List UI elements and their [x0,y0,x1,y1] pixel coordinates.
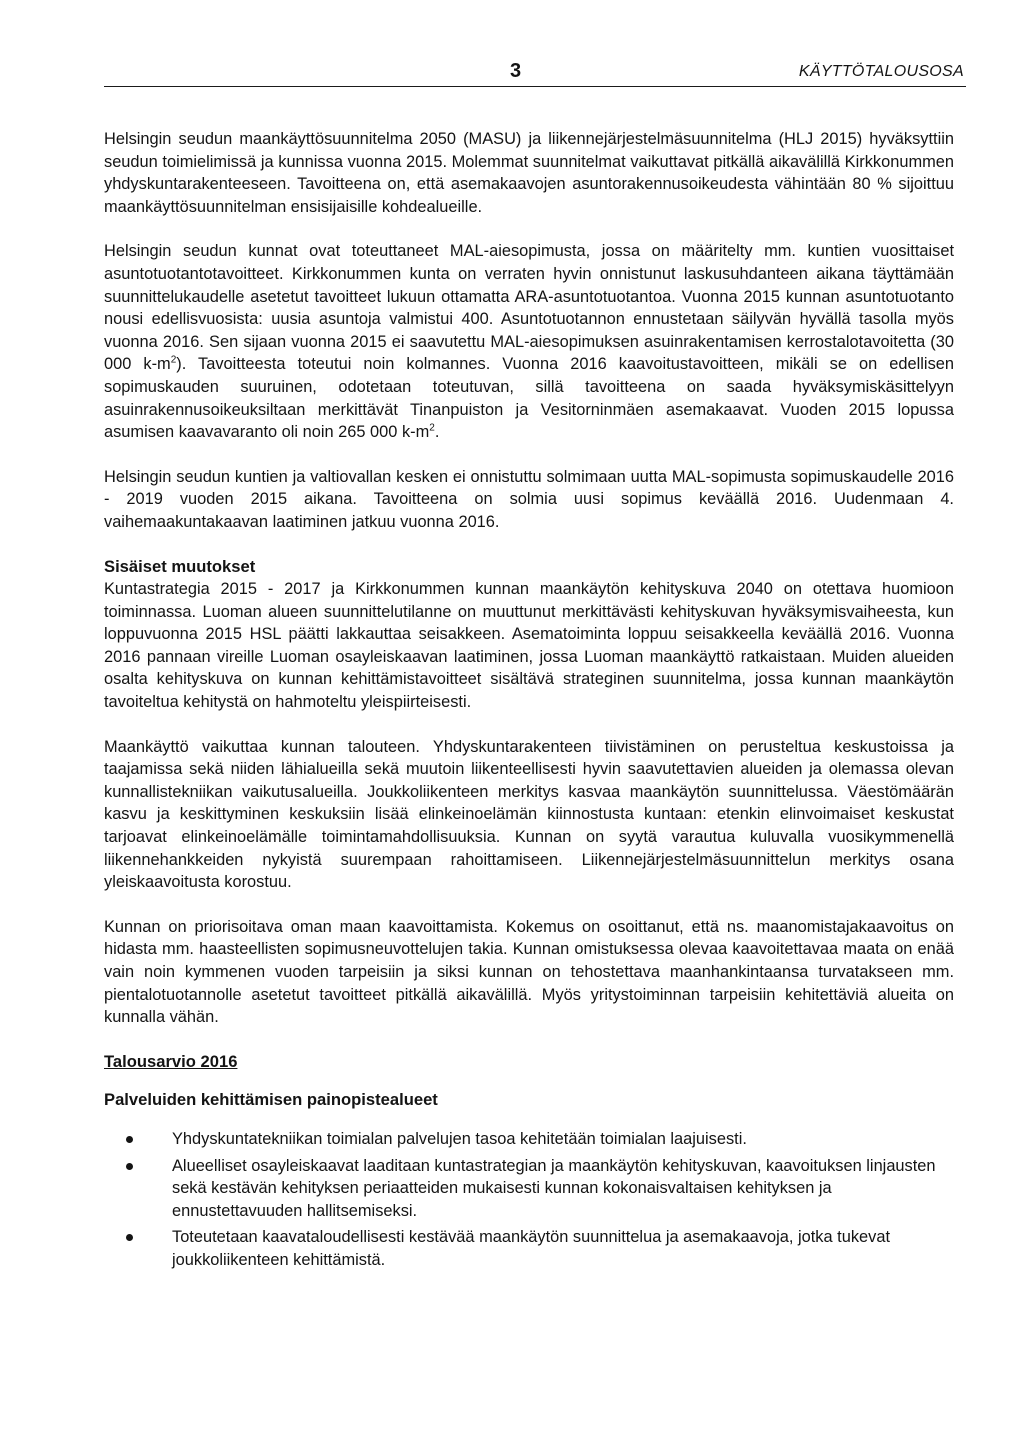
bullet-icon [126,1234,133,1241]
paragraph-mal-text-2: ). Tavoitteesta toteutui noin kolmannes. Vuonna 2016 kaavoitustavoitteen, mikäli se on edellisen sopimuskauden suuruinen, odotetaan toteutuvan, sillä tavoitteena on saada hyväksymiskäsittelyyn asuinrakennusoikeuksiltaan merkittävät Tinanpuiston ja Vesitorninmäen asemakaavat. Vuoden 2015 lopussa asumisen kaavavaranto oli noin 265 000 k-m [104,355,954,442]
list-item-text: Toteutetaan kaavataloudellisesti kestävää maankäytön suunnittelua ja asemakaavoja, jotka tukevat joukkoliikenteen kehittämistä. [172,1228,890,1269]
paragraph-mal-agreement: Helsingin seudun kuntien ja valtiovallan kesken ei onnistuttu solmimaan uutta MAL-sopimusta sopimuskaudelle 2016 - 2019 vuoden 2015 aikana. Tavoitteena on solmia uusi sopimus keväällä 2016. Uudenmaan 4. vaihemaakuntakaavan laatiminen jatkuu vuonna 2016. [104,467,954,531]
section-title: KÄYTTÖTALOUSOSA [798,63,964,80]
paragraph-land-use-economy: Maankäyttö vaikuttaa kunnan talouteen. Yhdyskuntarakenteen tiivistäminen on perusteltua keskustoissa ja taajamissa sekä niiden lähialueilla sekä muutoin liikenteellisesti hyvin saavutettavien alueiden ja olemassa olevan kunnallistekniikan vaikutusalueilla. Joukkoliikenteen merkitys kasvaa maankäytön suunnittelussa. Väestömäärän kasvu ja keskittyminen keskuksiin lisää elinkeinoelämän kiinnostusta kuntaan: etenkin elinvoimaiset keskustat tarjoavat elinkeinoelämälle toimintamahdollisuuksia. Kunnan on syytä varautua kuluvalla vuosikymmenellä liikennehankkeiden nykyistä suurempaan rahoittamiseen. Liikennejärjestelmäsuunnittelun merkitys osana yleiskaavoitusta korostuu. [104,737,954,892]
page-number: 3 [510,60,522,82]
list-item [104,1155,954,1223]
document-body [104,128,954,1276]
heading-service-focus-areas: Palveluiden kehittämisen painopistealueet [104,1090,438,1110]
list-item-text: Yhdyskuntatekniikan toimialan palvelujen tasoa kehitetään toimialan laajuisesti. [172,1129,747,1148]
heading-budget-2016: Talousarvio 2016 [104,1051,238,1071]
list-item [104,1226,954,1271]
paragraph-strategy: Kuntastrategia 2015 - 2017 ja Kirkkonummen kunnan maankäytön kehityskuva 2040 on otettava huomioon toiminnassa. Luoman alueen suunnittelutilanne on muuttunut merkittävästi kehityskuvan hyväksymisvaiheesta, kun loppuvuonna 2015 HSL päätti lakkauttaa seisakkeen. Asematoiminta loppuu seisakkeella keväällä 2016. Vuonna 2016 pannaan vireille Luoman osayleiskaavan laatiminen, jossa Luoman maankäyttö ratkaistaan. Muiden alueiden osalta kehityskuva on kunnan kehittämistavoitteet sisältävä strateginen suunnitelma, jossa kunnan maankäytön tavoiteltua kehitystä on hahmoteltu yleispiirteisesti. [104,580,954,712]
bullet-icon [126,1163,133,1170]
superscript: 2 [170,354,177,366]
paragraph-land-priority: Kunnan on priorisoitava oman maan kaavoittamista. Kokemus on osoittanut, että ns. maanomistajakaavoitus on hidasta mm. haasteellisten sopimusneuvottelujen takia. Kunnan omistuksessa olevaa kaavoitettavaa maata on enää vain noin kymmenen vuoden tarpeisiin ja siksi kunnan on tehostettava maanhankintaansa turvatakseen mm. pientalotuotannolle asetetut tavoitteet pitkällä aikavälillä. Myös yritystoiminnan tarpeisiin kehitettäviä alueita on kunnalla vähän. [104,917,954,1027]
superscript: 2 [429,422,435,434]
focus-area-list [104,1128,954,1272]
paragraph-mal [104,240,954,443]
heading-internal-changes: Sisäiset muutokset [104,556,256,576]
paragraph-mal-text-1: Helsingin seudun kunnat ovat toteuttaneet MAL-aiesopimusta, jossa on määritelty mm. kuntien vuosittaiset asuntotuotantotavoitteet. Kirkkonummen kunta on verraten hyvin onnistunut laskusuhdanteen aikana täyttämään suunnittelukaudelle asetetut tavoitteet lukuun ottamatta ARA-asuntotuotantoa. Vuonna 2015 kunnan asuntotuotanto nousi edellisvuosista: uusia asuntoja valmistui 400. Asuntotuotannon ennustetaan säilyvän hyvällä tasolla myös vuonna 2016. Sen sijaan vuonna 2015 ei saavutettu MAL-aiesopimuksen asuinrakentamisen kerrostalotavoitetta (30 000 k-m [104,242,954,374]
bullet-icon [126,1136,133,1143]
list-item-text: Alueelliset osayleiskaavat laaditaan kuntastrategian ja maankäytön kehityskuvan, kaavoituksen linjausten sekä kestävän kehityksen periaatteiden mukaisesti kunnan kokonaisvaltaisen kehityksen ja ennustettavuuden hallitsemiseksi. [172,1156,936,1220]
page-header [104,58,966,87]
list-item [104,1128,954,1151]
paragraph-mal-text-3: . [434,423,440,442]
paragraph-masu: Helsingin seudun maankäyttösuunnitelma 2050 (MASU) ja liikennejärjestelmäsuunnitelma (HLJ 2015) hyväksyttiin seudun toimielimissä ja kunnissa vuonna 2015. Molemmat suunnitelmat vaikuttavat pitkällä aikavälillä Kirkkonummen yhdyskuntarakenteeseen. Tavoitteena on, että asemakaavojen asuntorakennusoikeudesta vähintään 80 % sijoittuu maankäyttösuunnitelman ensisijaisille kohdealueille. [104,130,954,216]
